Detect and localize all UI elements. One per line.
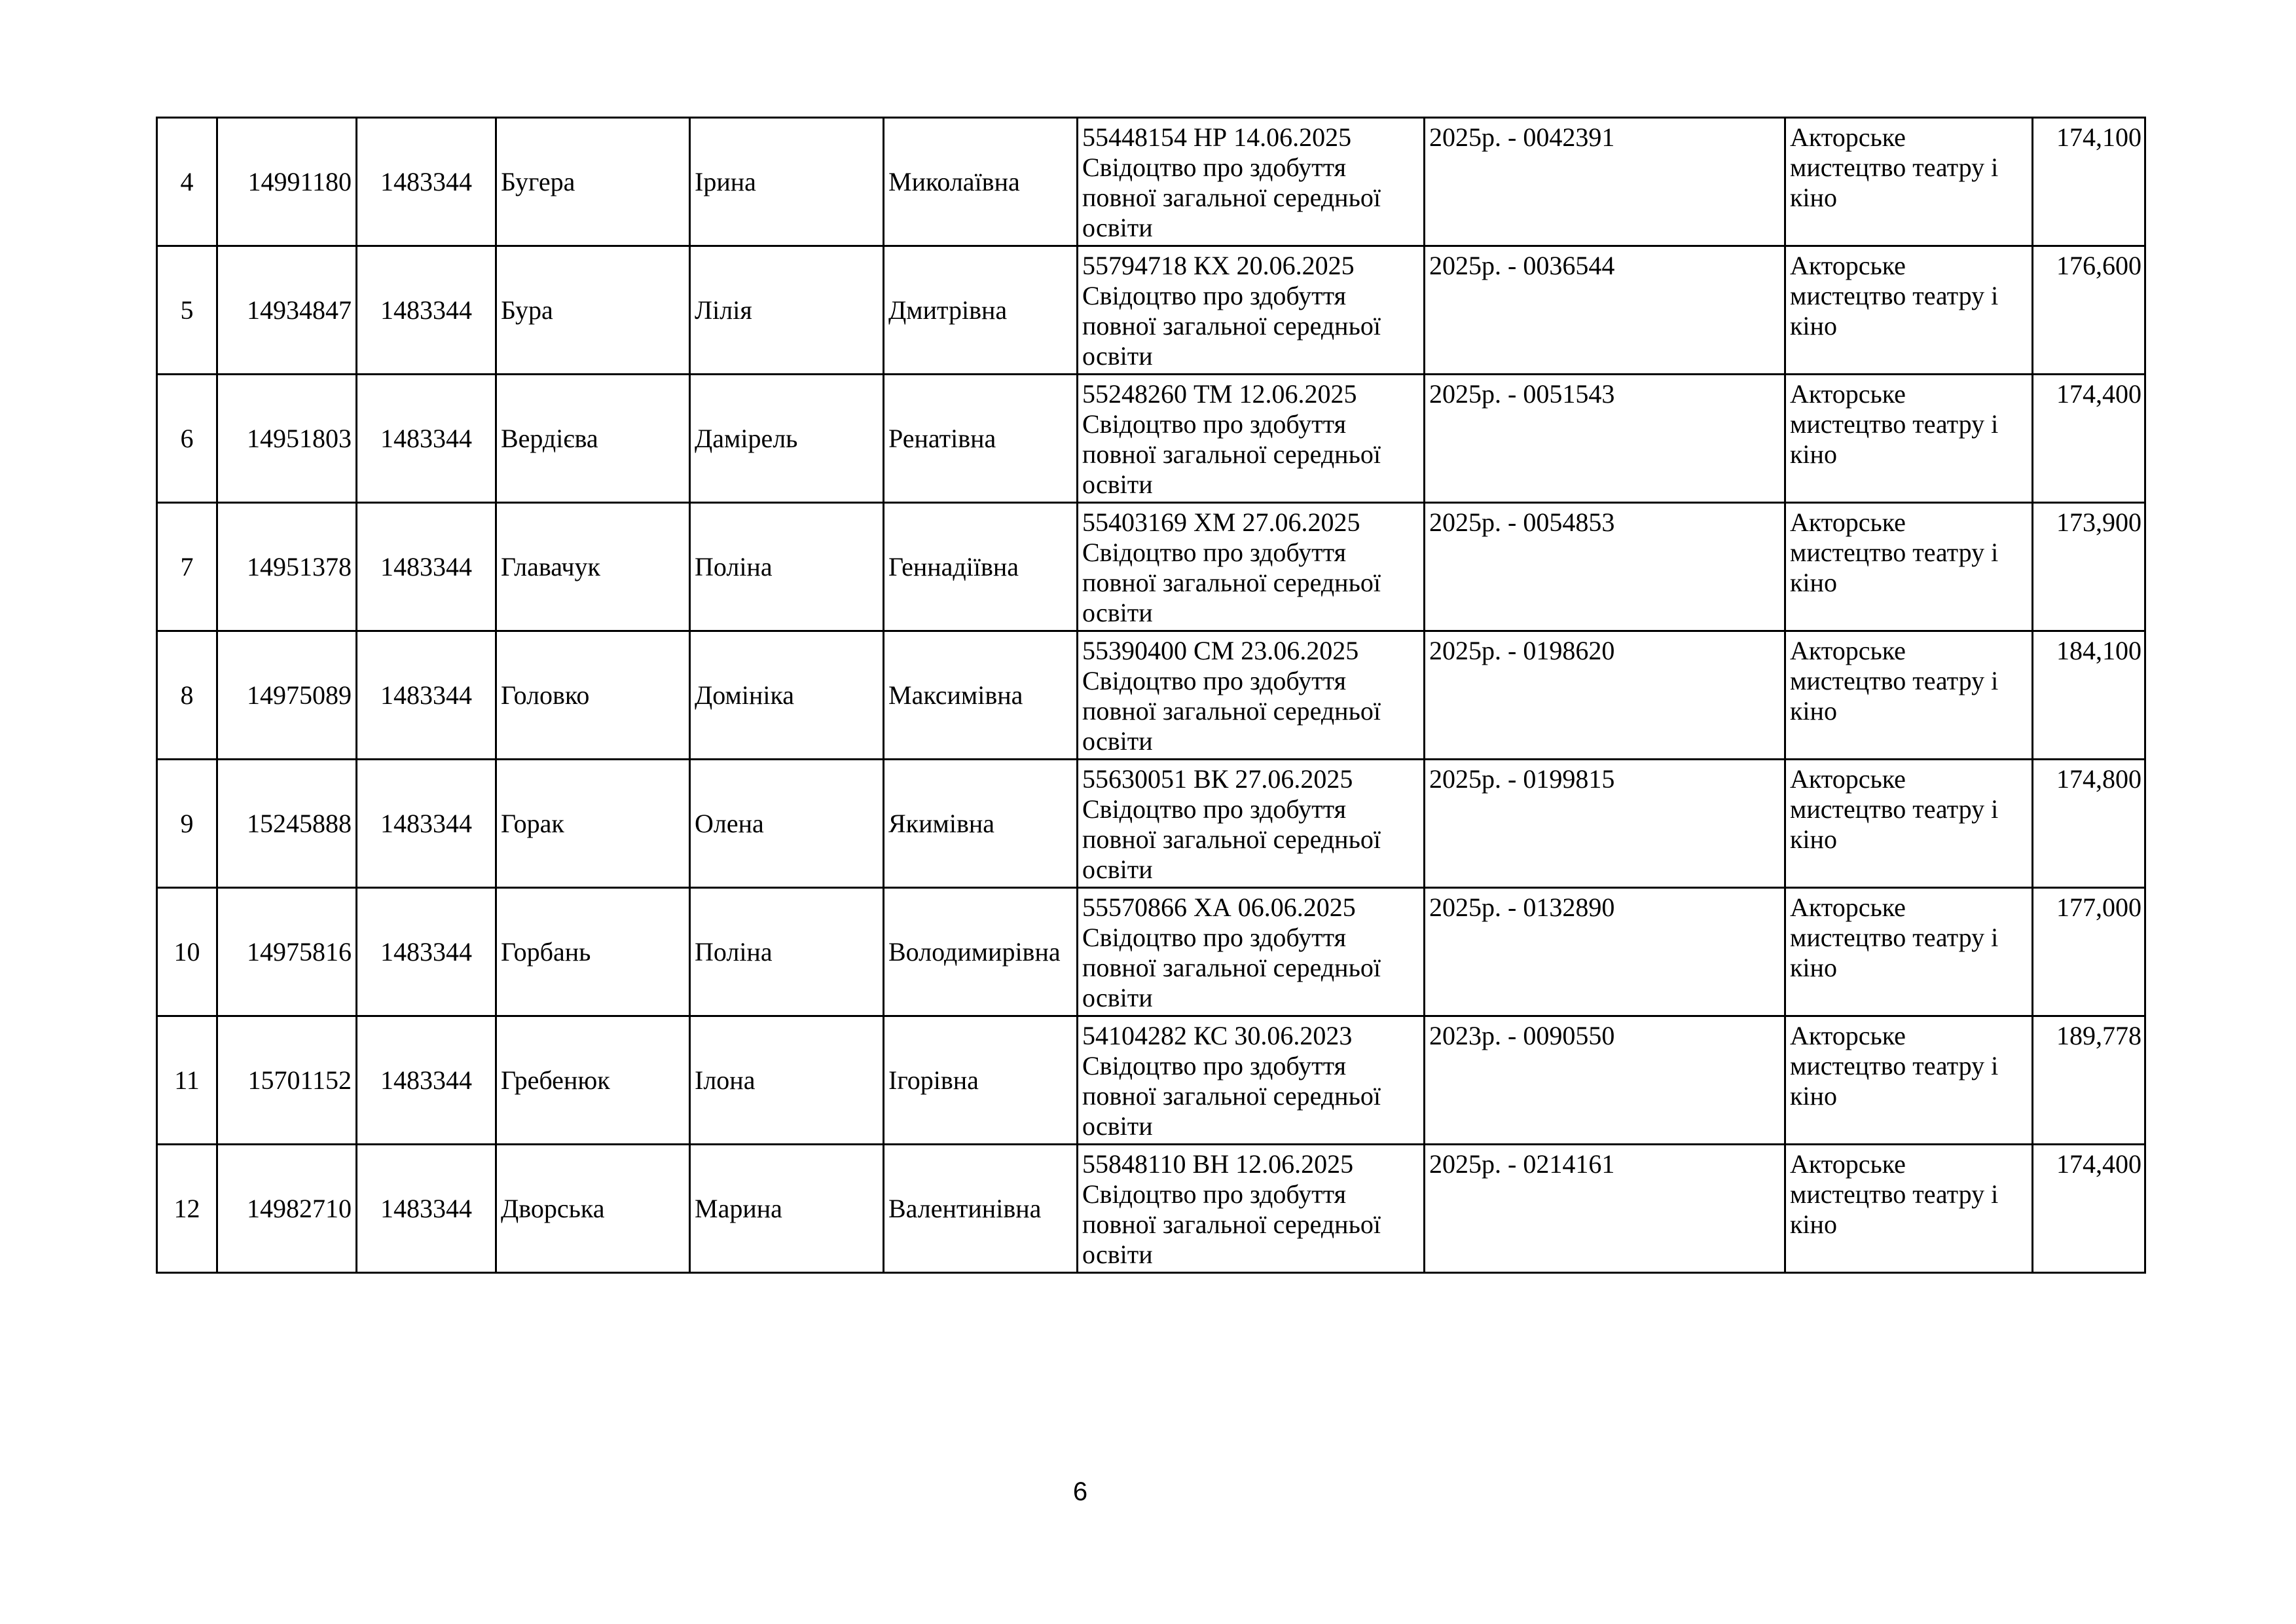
- education-document-cell-line: освіти: [1082, 213, 1153, 242]
- patronymic-cell: Дмитрівна: [884, 246, 1078, 375]
- specialty-cell-line: мистецтво театру і: [1790, 538, 1999, 567]
- table-row: [157, 503, 2145, 631]
- table-row: [157, 888, 2145, 1016]
- education-document-cell-line: повної загальної середньої: [1082, 824, 1381, 854]
- score-cell: 184,100: [2033, 631, 2145, 760]
- specialty-cell-line: Акторське: [1790, 379, 1906, 409]
- education-document-cell-line: Свідоцтво про здобуття: [1082, 1051, 1347, 1080]
- specialty-cell: [1785, 1016, 2033, 1145]
- education-document-cell-line: освіти: [1082, 1240, 1153, 1269]
- specialty-cell: [1785, 888, 2033, 1016]
- education-document-cell-line: 54104282 КС 30.06.2023: [1082, 1021, 1353, 1050]
- row-number-cell: 6: [157, 375, 217, 503]
- education-document-cell-line: Свідоцтво про здобуття: [1082, 1179, 1347, 1209]
- education-document-cell-line: повної загальної середньої: [1082, 183, 1381, 212]
- education-document-cell: [1078, 888, 1425, 1016]
- program-code-cell: 1483344: [357, 1016, 496, 1145]
- table-row: [157, 1016, 2145, 1145]
- education-document-cell-line: 55794718 КХ 20.06.2025: [1082, 251, 1355, 280]
- education-document-cell-line: Свідоцтво про здобуття: [1082, 409, 1347, 439]
- program-code-cell: 1483344: [357, 118, 496, 246]
- education-document-cell-line: 55630051 ВК 27.06.2025: [1082, 764, 1353, 794]
- specialty-cell-line: кіно: [1790, 696, 1837, 726]
- surname-cell: Главачук: [496, 503, 690, 631]
- surname-cell: Бугера: [496, 118, 690, 246]
- table-body: [157, 118, 2145, 1273]
- specialty-cell-line: кіно: [1790, 311, 1837, 341]
- first-name-cell: Олена: [690, 760, 884, 888]
- specialty-cell: [1785, 631, 2033, 760]
- certificate-cell: 2025р. - 0042391: [1425, 118, 1785, 246]
- surname-cell: Бура: [496, 246, 690, 375]
- education-document-cell-line: освіти: [1082, 598, 1153, 627]
- page-number: 6: [1072, 1477, 1088, 1506]
- education-document-cell-line: 55570866 ХА 06.06.2025: [1082, 893, 1356, 922]
- score-cell: 189,778: [2033, 1016, 2145, 1145]
- specialty-cell-line: кіно: [1790, 183, 1837, 212]
- education-document-cell-line: Свідоцтво про здобуття: [1082, 794, 1347, 824]
- education-document-cell-line: 55848110 ВН 12.06.2025: [1082, 1149, 1354, 1179]
- patronymic-cell: Валентинівна: [884, 1145, 1078, 1273]
- specialty-cell-line: мистецтво театру і: [1790, 1051, 1999, 1080]
- specialty-cell-line: Акторське: [1790, 764, 1906, 794]
- education-document-cell-line: повної загальної середньої: [1082, 1081, 1381, 1111]
- education-document-cell-line: повної загальної середньої: [1082, 1209, 1381, 1239]
- specialty-cell-line: Акторське: [1790, 893, 1906, 922]
- education-document-cell-line: Свідоцтво про здобуття: [1082, 153, 1347, 182]
- specialty-cell-line: мистецтво театру і: [1790, 153, 1999, 182]
- education-document-cell-line: Свідоцтво про здобуття: [1082, 538, 1347, 567]
- score-cell: 174,400: [2033, 375, 2145, 503]
- applicant-id-cell: 14934847: [217, 246, 357, 375]
- score-cell: 176,600: [2033, 246, 2145, 375]
- program-code-cell: 1483344: [357, 1145, 496, 1273]
- education-document-cell-line: 55448154 НР 14.06.2025: [1082, 122, 1352, 152]
- education-document-cell-line: освіти: [1082, 855, 1153, 884]
- applicant-id-cell: 14991180: [217, 118, 357, 246]
- applicant-id-cell: 15245888: [217, 760, 357, 888]
- specialty-cell-line: кіно: [1790, 824, 1837, 854]
- patronymic-cell: Геннадіївна: [884, 503, 1078, 631]
- specialty-cell-line: кіно: [1790, 1081, 1837, 1111]
- applicants-table: [156, 117, 2146, 1274]
- applicant-id-cell: 14982710: [217, 1145, 357, 1273]
- table-row: [157, 1145, 2145, 1273]
- specialty-cell-line: мистецтво театру і: [1790, 409, 1999, 439]
- education-document-cell-line: освіти: [1082, 726, 1153, 756]
- patronymic-cell: Якимівна: [884, 760, 1078, 888]
- patronymic-cell: Максимівна: [884, 631, 1078, 760]
- program-code-cell: 1483344: [357, 503, 496, 631]
- score-cell: 174,400: [2033, 1145, 2145, 1273]
- score-cell: 174,800: [2033, 760, 2145, 888]
- specialty-cell-line: Акторське: [1790, 636, 1906, 665]
- table-row: [157, 118, 2145, 246]
- surname-cell: Вердієва: [496, 375, 690, 503]
- program-code-cell: 1483344: [357, 888, 496, 1016]
- education-document-cell-line: освіти: [1082, 983, 1153, 1012]
- specialty-cell-line: мистецтво театру і: [1790, 794, 1999, 824]
- table-row: [157, 246, 2145, 375]
- education-document-cell: [1078, 503, 1425, 631]
- education-document-cell-line: повної загальної середньої: [1082, 311, 1381, 341]
- education-document-cell-line: Свідоцтво про здобуття: [1082, 281, 1347, 310]
- specialty-cell-line: кіно: [1790, 568, 1837, 597]
- score-cell: 174,100: [2033, 118, 2145, 246]
- program-code-cell: 1483344: [357, 760, 496, 888]
- specialty-cell: [1785, 760, 2033, 888]
- row-number-cell: 4: [157, 118, 217, 246]
- patronymic-cell: Володимирівна: [884, 888, 1078, 1016]
- applicant-id-cell: 14975816: [217, 888, 357, 1016]
- education-document-cell-line: освіти: [1082, 341, 1153, 371]
- certificate-cell: 2025р. - 0132890: [1425, 888, 1785, 1016]
- patronymic-cell: Миколаївна: [884, 118, 1078, 246]
- row-number-cell: 7: [157, 503, 217, 631]
- certificate-cell: 2025р. - 0054853: [1425, 503, 1785, 631]
- row-number-cell: 11: [157, 1016, 217, 1145]
- specialty-cell-line: Акторське: [1790, 122, 1906, 152]
- first-name-cell: Ілона: [690, 1016, 884, 1145]
- specialty-cell: [1785, 246, 2033, 375]
- specialty-cell: [1785, 1145, 2033, 1273]
- education-document-cell-line: освіти: [1082, 1111, 1153, 1141]
- specialty-cell-line: Акторське: [1790, 251, 1906, 280]
- applicant-id-cell: 14951378: [217, 503, 357, 631]
- education-document-cell-line: 55248260 ТМ 12.06.2025: [1082, 379, 1357, 409]
- education-document-cell-line: повної загальної середньої: [1082, 953, 1381, 982]
- education-document-cell-line: повної загальної середньої: [1082, 568, 1381, 597]
- education-document-cell: [1078, 760, 1425, 888]
- specialty-cell-line: кіно: [1790, 953, 1837, 982]
- specialty-cell-line: кіно: [1790, 1209, 1837, 1239]
- table-row: [157, 375, 2145, 503]
- applicant-id-cell: 14951803: [217, 375, 357, 503]
- education-document-cell: [1078, 631, 1425, 760]
- education-document-cell-line: Свідоцтво про здобуття: [1082, 923, 1347, 952]
- applicant-id-cell: 14975089: [217, 631, 357, 760]
- certificate-cell: 2025р. - 0214161: [1425, 1145, 1785, 1273]
- specialty-cell-line: мистецтво театру і: [1790, 923, 1999, 952]
- row-number-cell: 5: [157, 246, 217, 375]
- certificate-cell: 2025р. - 0051543: [1425, 375, 1785, 503]
- first-name-cell: Домініка: [690, 631, 884, 760]
- specialty-cell-line: мистецтво театру і: [1790, 1179, 1999, 1209]
- patronymic-cell: Ренатівна: [884, 375, 1078, 503]
- certificate-cell: 2023р. - 0090550: [1425, 1016, 1785, 1145]
- applicant-id-cell: 15701152: [217, 1016, 357, 1145]
- first-name-cell: Лілія: [690, 246, 884, 375]
- first-name-cell: Поліна: [690, 503, 884, 631]
- education-document-cell: [1078, 118, 1425, 246]
- patronymic-cell: Ігорівна: [884, 1016, 1078, 1145]
- specialty-cell-line: Акторське: [1790, 1021, 1906, 1050]
- specialty-cell: [1785, 503, 2033, 631]
- program-code-cell: 1483344: [357, 375, 496, 503]
- specialty-cell-line: кіно: [1790, 439, 1837, 469]
- certificate-cell: 2025р. - 0199815: [1425, 760, 1785, 888]
- first-name-cell: Марина: [690, 1145, 884, 1273]
- specialty-cell-line: мистецтво театру і: [1790, 666, 1999, 695]
- education-document-cell-line: 55403169 ХМ 27.06.2025: [1082, 507, 1360, 537]
- table-row: [157, 760, 2145, 888]
- specialty-cell: [1785, 118, 2033, 246]
- table-row: [157, 631, 2145, 760]
- first-name-cell: Поліна: [690, 888, 884, 1016]
- education-document-cell-line: Свідоцтво про здобуття: [1082, 666, 1347, 695]
- program-code-cell: 1483344: [357, 631, 496, 760]
- row-number-cell: 8: [157, 631, 217, 760]
- first-name-cell: Ірина: [690, 118, 884, 246]
- row-number-cell: 9: [157, 760, 217, 888]
- education-document-cell-line: повної загальної середньої: [1082, 696, 1381, 726]
- first-name-cell: Дамірель: [690, 375, 884, 503]
- education-document-cell: [1078, 1145, 1425, 1273]
- certificate-cell: 2025р. - 0198620: [1425, 631, 1785, 760]
- row-number-cell: 12: [157, 1145, 217, 1273]
- row-number-cell: 10: [157, 888, 217, 1016]
- surname-cell: Головко: [496, 631, 690, 760]
- education-document-cell-line: повної загальної середньої: [1082, 439, 1381, 469]
- surname-cell: Горбань: [496, 888, 690, 1016]
- education-document-cell-line: освіти: [1082, 470, 1153, 499]
- score-cell: 177,000: [2033, 888, 2145, 1016]
- score-cell: 173,900: [2033, 503, 2145, 631]
- education-document-cell: [1078, 246, 1425, 375]
- specialty-cell: [1785, 375, 2033, 503]
- certificate-cell: 2025р. - 0036544: [1425, 246, 1785, 375]
- surname-cell: Гребенюк: [496, 1016, 690, 1145]
- specialty-cell-line: Акторське: [1790, 507, 1906, 537]
- education-document-cell: [1078, 375, 1425, 503]
- program-code-cell: 1483344: [357, 246, 496, 375]
- specialty-cell-line: мистецтво театру і: [1790, 281, 1999, 310]
- education-document-cell-line: 55390400 СМ 23.06.2025: [1082, 636, 1359, 665]
- surname-cell: Дворська: [496, 1145, 690, 1273]
- surname-cell: Горак: [496, 760, 690, 888]
- specialty-cell-line: Акторське: [1790, 1149, 1906, 1179]
- education-document-cell: [1078, 1016, 1425, 1145]
